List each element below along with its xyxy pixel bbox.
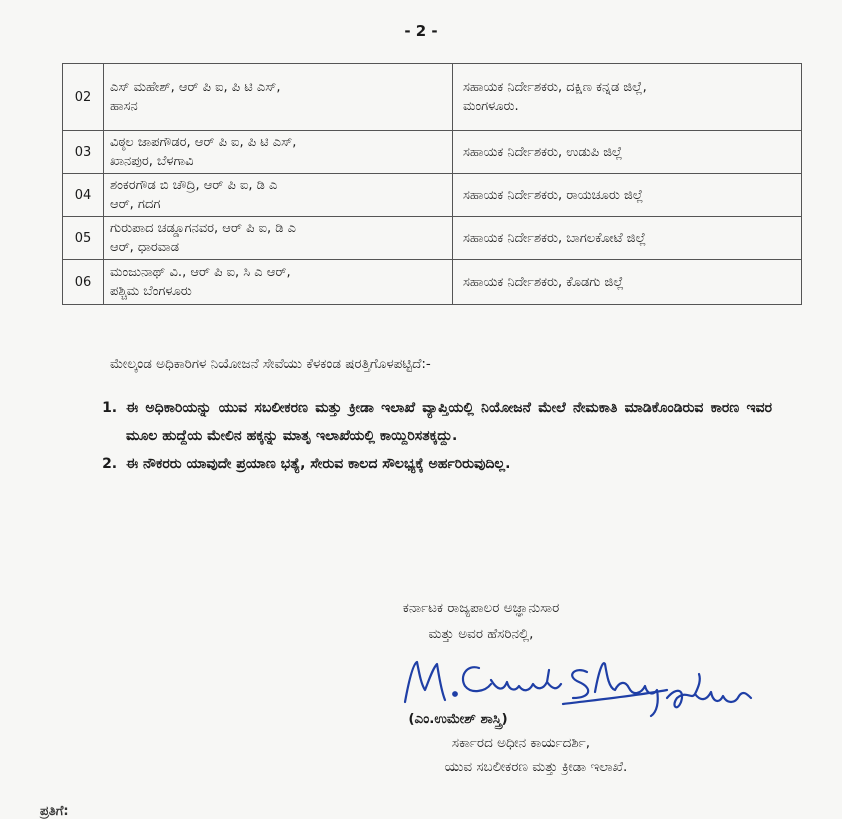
conditions-list: [90, 394, 772, 478]
officer-name-line: ಪಶ್ಚಿಮ ಬೆಂಗಳೂರು: [110, 284, 192, 299]
posting-cell: [453, 131, 802, 174]
table-row: [63, 64, 802, 131]
serial-number-cell: 06: [63, 260, 104, 305]
officer-name-line: ಖಾನಪುರ, ಬೆಳಗಾವಿ: [110, 154, 194, 169]
signer-name: (ಎಂ.ಉಮೇಶ್ ಶಾಸ್ತ್ರಿ): [408, 711, 508, 727]
officer-name-cell: [104, 131, 453, 174]
officer-name-line: ಆರ್, ಧಾರವಾಡ: [110, 240, 180, 255]
officers-table: [62, 63, 802, 305]
posting-line: ಸಹಾಯಕ ನಿರ್ದೇಶಕರು, ದಕ್ಷಿಣ ಕನ್ನಡ ಜಿಲ್ಲೆ,: [463, 80, 647, 95]
conditions-intro: ಮೇಲ್ಕಂಡ ಅಧಿಕಾರಿಗಳ ನಿಯೋಜನೆ ಸೇವೆಯು ಕೆಳಕಂಡ ಷರತ್ತಿಗೊಳಪಟ್ಟಿದೆ:-: [110, 356, 431, 372]
posting-line: ಸಹಾಯಕ ನಿರ್ದೇಶಕರು, ಬಾಗಲಕೋಟೆ ಜಿಲ್ಲೆ: [463, 230, 647, 246]
signer-designation: ಸರ್ಕಾರದ ಅಧೀನ ಕಾರ್ಯದರ್ಶಿ,: [451, 735, 591, 751]
officers-table-body: [63, 64, 802, 305]
table-row: [63, 217, 802, 260]
serial-number-cell: 03: [63, 131, 104, 174]
officer-name-cell: [104, 217, 453, 260]
posting-line: ಸಹಾಯಕ ನಿರ್ದೇಶಕರು, ಉಡುಪಿ ಜಿಲ್ಲೆ: [463, 144, 623, 160]
posting-cell: [453, 260, 802, 305]
table-row: [63, 174, 802, 217]
officer-name-cell: [104, 64, 453, 131]
copy-to-heading: ಪ್ರತಿಗೆ:: [40, 804, 69, 819]
table-row: [63, 131, 802, 174]
signer-department: ಯುವ ಸಬಲೀಕರಣ ಮತ್ತು ಕ್ರೀಡಾ ಇಲಾಖೆ.: [444, 759, 628, 775]
serial-number-cell: 02: [63, 64, 104, 131]
posting-cell: [453, 217, 802, 260]
officer-name-line: ಮಂಜುನಾಥ್ ವಿ., ಆರ್ ಪಿ ಐ, ಸಿ ಎ ಆರ್,: [110, 265, 291, 280]
officer-name-cell: [104, 174, 453, 217]
posting-line: ಮಂಗಳೂರು.: [463, 99, 519, 114]
officer-name-cell: [104, 260, 453, 305]
posting-line: ಸಹಾಯಕ ನಿರ್ದೇಶಕರು, ಕೊಡಗು ಜಿಲ್ಲೆ: [463, 274, 624, 290]
officer-name-line: ಗುರುಪಾದ ಚಡ್ಡೂಗನವರ, ಆರ್ ಪಿ ಐ, ಡಿ ಎ: [110, 221, 296, 236]
posting-line: ಸಹಾಯಕ ನಿರ್ದೇಶಕರು, ರಾಯಚೂರು ಜಿಲ್ಲೆ: [463, 187, 644, 203]
authority-block: [0, 595, 842, 647]
condition-item: 1. ಈ ಅಧಿಕಾರಿಯನ್ನು ಯುವ ಸಬಲೀಕರಣ ಮತ್ತು ಕ್ರೀಡಾ ಇಲಾಖೆ ವ್ಯಾಪ್ತಿಯಲ್ಲಿ ನಿಯೋಜನೆ ಮೇಲೆ ನೇಮಕಾತಿ ಮಾಡಿಕೊಂಡಿರುವ ಕಾರಣ ಇವರ ಮೂಲ ಹುದ್ದೆಯ ಮೇಲಿನ ಹಕ್ಕನ್ನು ಮಾತೃ ಇಲಾಖೆಯಲ್ಲಿ ಕಾಯ್ದಿರಿಸತಕ್ಕದ್ದು.: [122, 394, 772, 450]
authority-line: ಕರ್ನಾಟಕ ರಾಜ್ಯಪಾಲರ ಅಜ್ಞಾನುಸಾರ: [402, 600, 560, 616]
table-row: [63, 260, 802, 305]
condition-item: 2. ಈ ನೌಕರರು ಯಾವುದೇ ಪ್ರಯಾಣ ಭತ್ಯೆ, ಸೇರುವ ಕಾಲದ ಸೌಲಭ್ಯಕ್ಕೆ ಅರ್ಹರಿರುವುದಿಲ್ಲ.: [122, 450, 772, 478]
signature-text: M. Umesh Shastry: [395, 650, 405, 651]
signer-block: [0, 707, 842, 779]
posting-cell: [453, 174, 802, 217]
officer-name-line: ವಿಠ್ಠಲ ಜಾಪಗೌಡರ, ಆರ್ ಪಿ ಐ, ಪಿ ಟಿ ಎಸ್,: [110, 135, 297, 150]
posting-cell: [453, 64, 802, 131]
officer-name-line: ಹಾಸನ: [110, 99, 138, 114]
page-number: - 2 -: [404, 22, 438, 40]
serial-number-cell: 04: [63, 174, 104, 217]
officer-name-line: ಶಂಕರಗೌಡ ಬಿ ಚೌದ್ರಿ, ಆರ್ ಪಿ ಐ, ಡಿ ಎ: [110, 178, 278, 193]
officer-name-line: ಆರ್, ಗದಗ: [110, 197, 161, 212]
authority-line: ಮತ್ತು ಅವರ ಹೆಸರಿನಲ್ಲಿ,: [428, 626, 534, 642]
officer-name-line: ಎಸ್ ಮಹೇಶ್, ಆರ್ ಪಿ ಐ, ಪಿ ಟಿ ಎಸ್,: [110, 80, 281, 95]
serial-number-cell: 05: [63, 217, 104, 260]
